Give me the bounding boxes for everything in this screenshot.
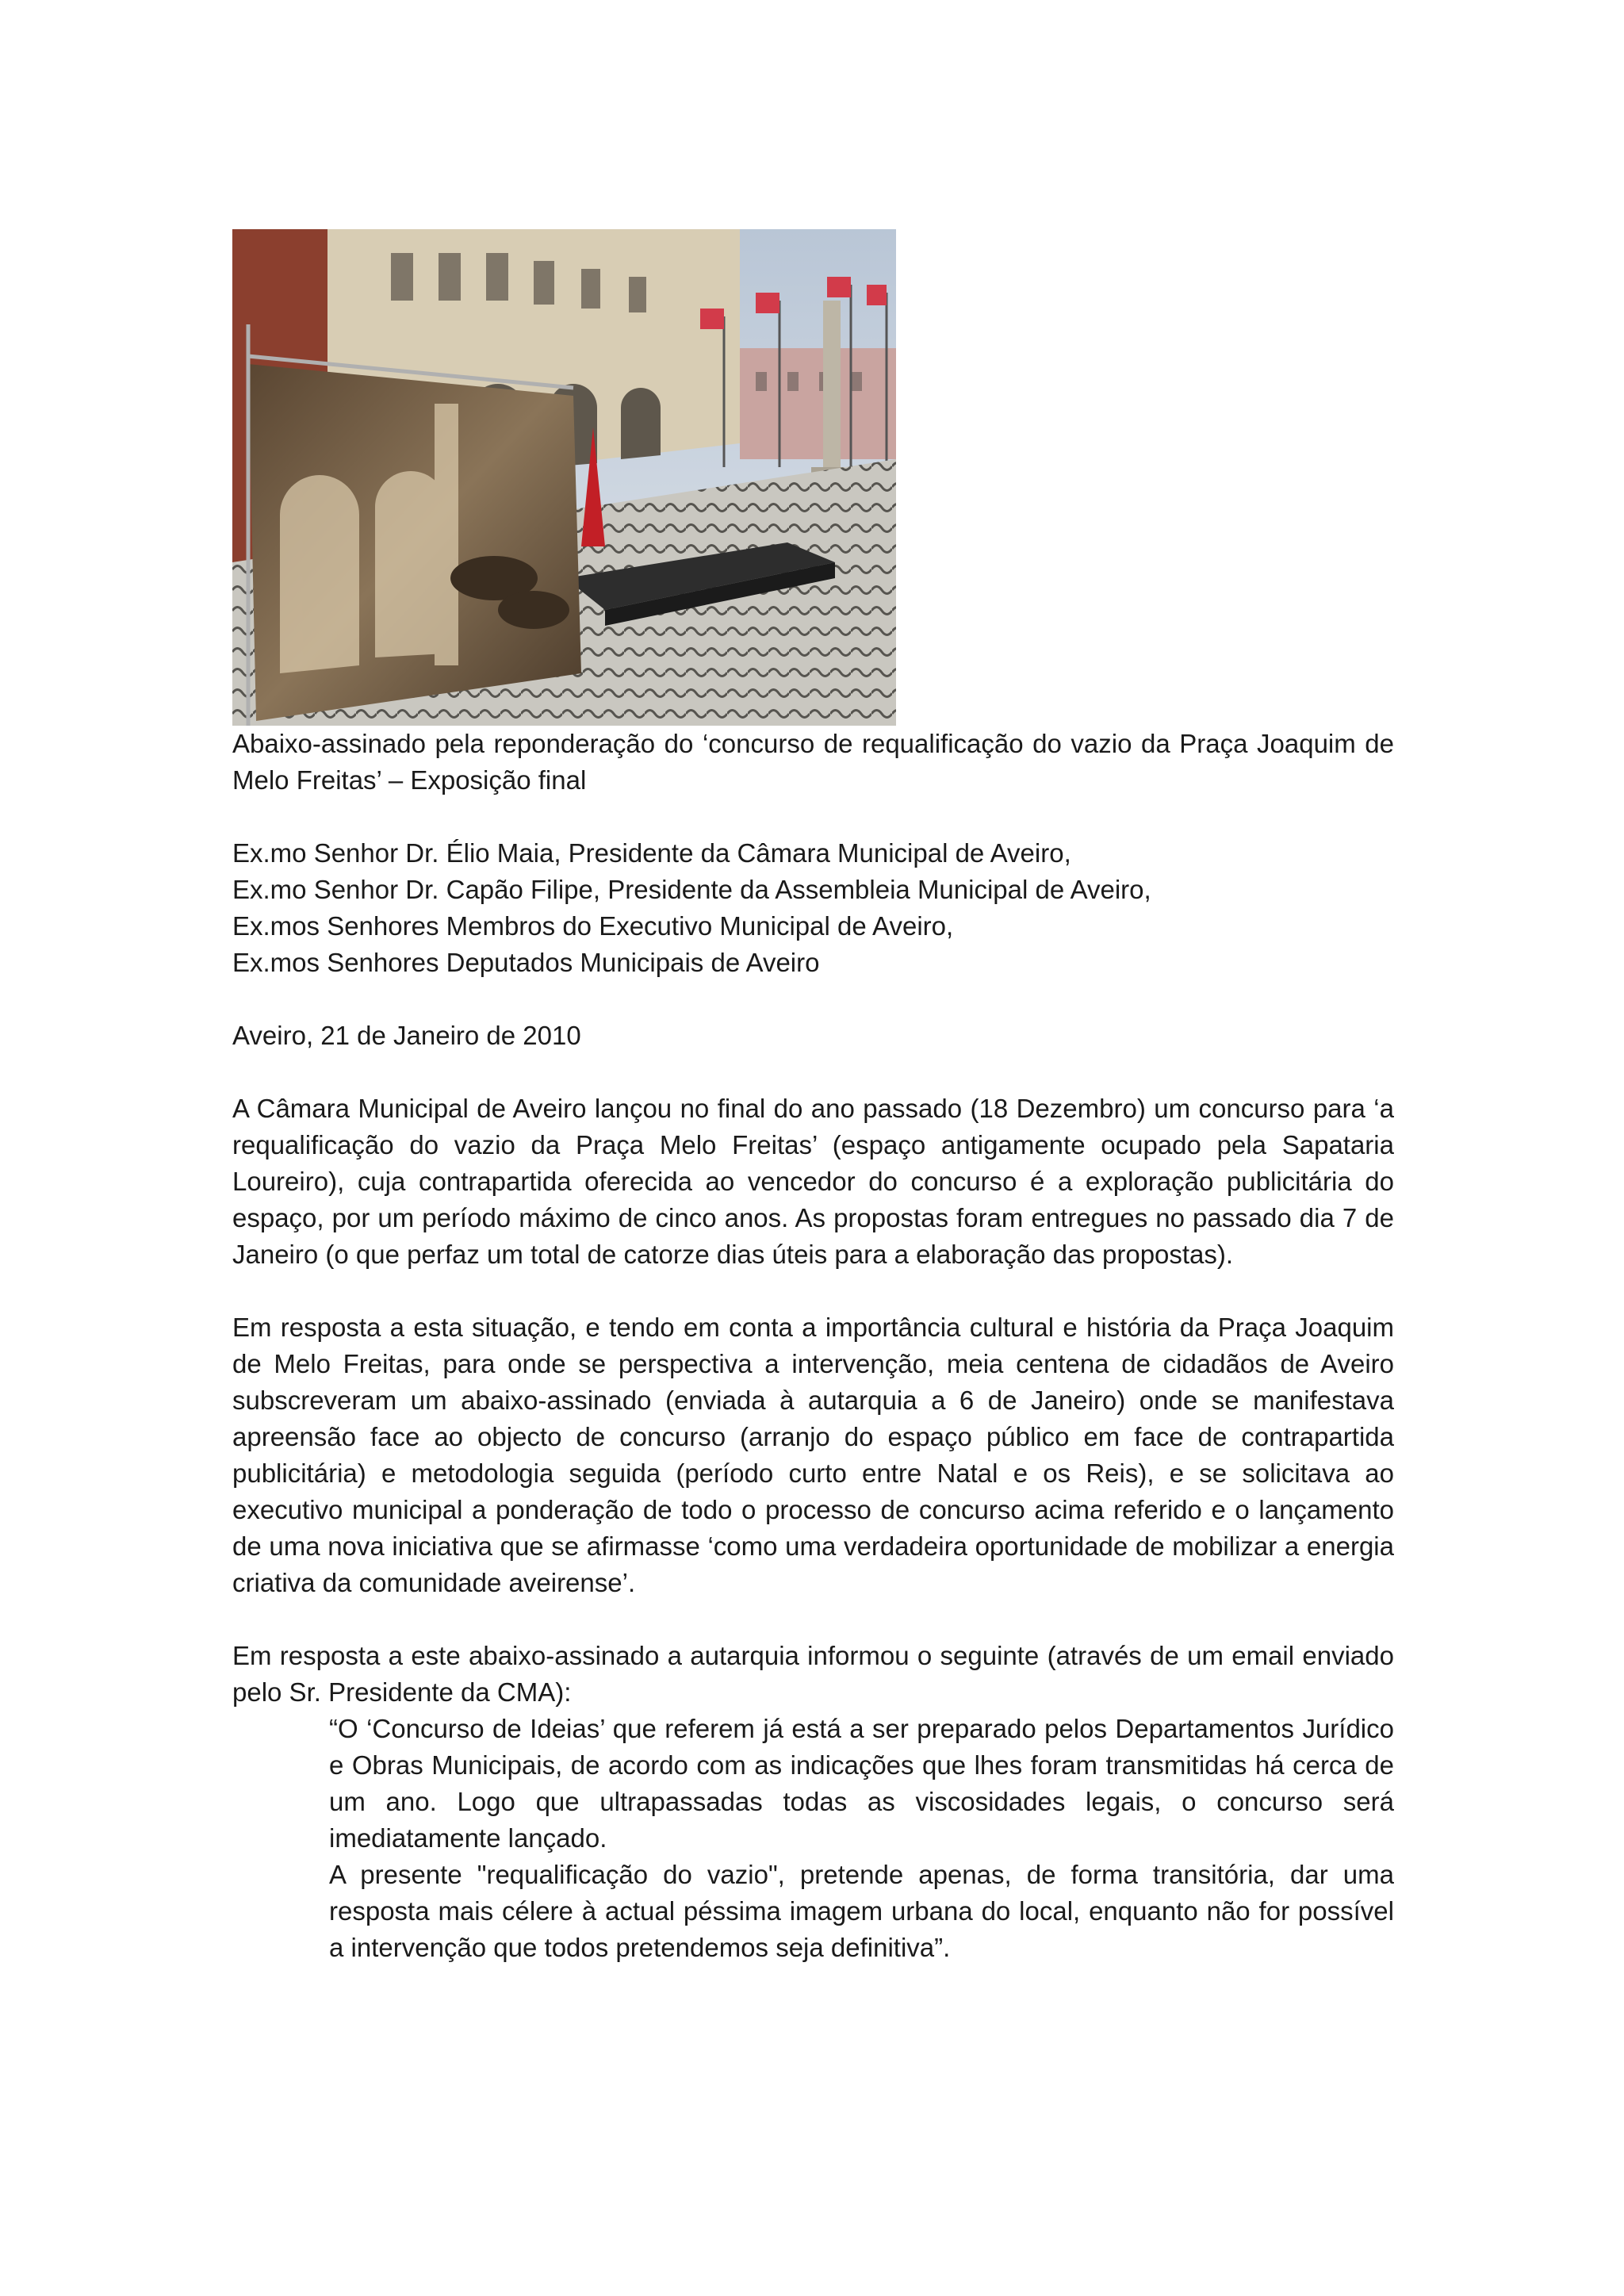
square-photo-image <box>232 229 896 726</box>
addressee-list <box>232 835 1394 981</box>
quote-paragraph: “O ‘Concurso de Ideias’ que referem já está a ser preparado pelos Departamentos Jurídico e Obras Municipais, de acordo com as indicações que lhes foram transmitidas há cerca de um ano. Logo que ultrapassadas todas as viscosidades legais, o concurso será imediatamente lançado. <box>329 1714 1394 1853</box>
addressee-line: Ex.mo Senhor Dr. Capão Filipe, Presidente da Assembleia Municipal de Aveiro, <box>232 875 1151 904</box>
date-line: Aveiro, 21 de Janeiro de 2010 <box>232 1021 581 1050</box>
quote-paragraph: A presente "requalificação do vazio", pretende apenas, de forma transitória, dar uma resposta mais célere à actual péssima imagem urbana do local, enquanto não for possível a intervenção que todos pretendemos seja definitiva”. <box>329 1860 1394 1962</box>
addressee-line: Ex.mos Senhores Deputados Municipais de Aveiro <box>232 948 820 977</box>
document-body <box>232 726 1394 1966</box>
body-paragraph: Em resposta a esta situação, e tendo em conta a importância cultural e história da Praça Joaquim de Melo Freitas, para onde se perspectiva a intervenção, meia centena de cidadãos de Aveiro subscreveram um abaixo-assinado (enviada à autarquia a 6 de Janeiro) onde se manifestava apreensão face ao objecto de concurso (arranjo do espaço público em face de contrapartida publicitária) e metodologia seguida (período curto entre Natal e os Reis), e se solicitava ao executivo municipal a ponderação de todo o processo de concurso acima referido e o lançamento de uma nova iniciativa que se afirmasse ‘como uma verdadeira oportunidade de mobilizar a energia criativa da comunidade aveirense’. <box>232 1313 1394 1597</box>
addressee-line: Ex.mo Senhor Dr. Élio Maia, Presidente da Câmara Municipal de Aveiro, <box>232 838 1071 868</box>
body-paragraph: Em resposta a este abaixo-assinado a autarquia informou o seguinte (através de um email enviado pelo Sr. Presidente da CMA): <box>232 1641 1394 1707</box>
document-page <box>232 229 1394 1966</box>
body-paragraph: A Câmara Municipal de Aveiro lançou no final do ano passado (18 Dezembro) um concurso para ‘a requalificação do vazio da Praça Melo Freitas’ (espaço antigamente ocupado pela Sapataria Loureiro), cuja contrapartida oferecida ao vencedor do concurso é a exploração publicitária do espaço, por um período máximo de cinco anos. As propostas foram entregues no passado dia 7 de Janeiro (o que perfaz um total de catorze dias úteis para a elaboração das propostas). <box>232 1094 1394 1269</box>
document-title: Abaixo-assinado pela reponderação do ‘concurso de requalificação do vazio da Praça Joaquim de Melo Freitas’ – Exposição final <box>232 729 1394 795</box>
email-quote <box>329 1711 1394 1966</box>
addressee-line: Ex.mos Senhores Membros do Executivo Municipal de Aveiro, <box>232 911 954 941</box>
square-photo <box>232 229 896 726</box>
